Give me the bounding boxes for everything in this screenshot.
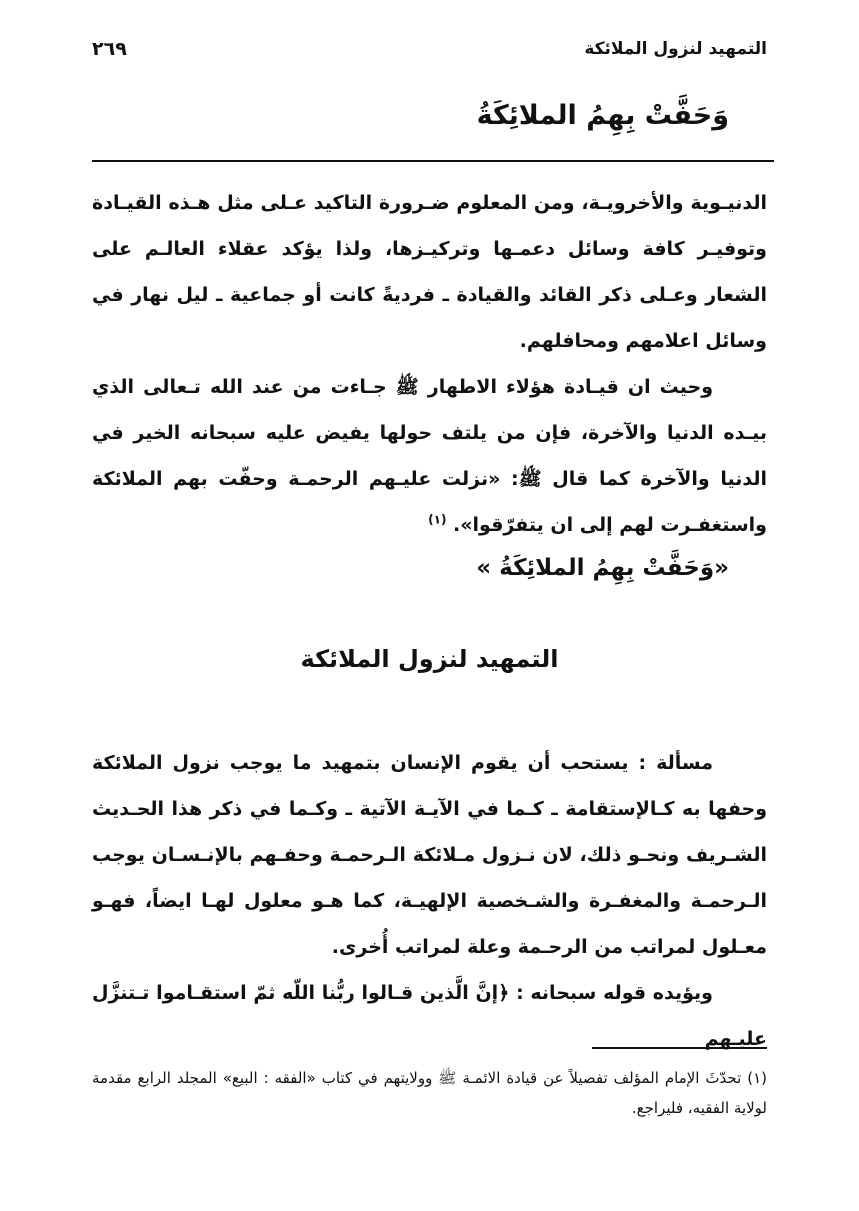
section-title: التمهيد لنزول الملائكة [300, 645, 559, 673]
paragraph: ويؤيده قوله سبحانه : ﴿إنَّ الَّذين قـالوا ربُّنا اللّه ثمّ استقـاموا تـتنزَّل عليـهم [92, 982, 767, 1050]
paragraph: الدنيـوية والأخرويـة، ومن المعلوم ضـرورة التاكيد عـلى مثل هـذه القيـادة وتوفيـر كافة وسائل دعمـها وتركيـزها، ولذا يؤكد عقلاء العالـم على الشعار وعـلى ذكر القائد والقيادة ـ فرديةً كانت أو جماعية ـ ليل نهار في وسائل اعلامهم ومحافلهم. [92, 192, 767, 352]
footnote [92, 1063, 767, 1123]
running-header [92, 34, 767, 64]
paragraph [92, 364, 767, 548]
quoted-heading: «وَحَفَّتْ بِهِمُ الملائِكَةُ » [476, 555, 729, 581]
paragraph: مسألة : يستحب أن يقوم الإنسان بتمهيد ما يوجب نزول الملائكة وحفها به كـالإستقامة ـ كـما في الآيـة الآتية ـ وكـما في ذكر هذا الحـديث الشـريف ونحـو ذلك، لان نـزول مـلائكة الـرحمـة وحفـهم بالإنـسـان يوجب الـرحمـة والمغفـرة والشـخصية الإلهيـة، كما هـو معلول لهـا ايضاً، فهـو معـلول لمراتب من الرحـمة وعلة لمراتب أُخرى. [92, 752, 767, 958]
body-text-block-1 [92, 180, 767, 548]
heading-divider [92, 160, 774, 162]
section-heading-main: وَحَفَّتْ بِهِمُ الملائِكَةُ [476, 100, 729, 131]
page-number: ٢٦٩ [92, 38, 127, 60]
footnote-text: (١) تحدّثَ الإمام المؤلف تفصيلاً عن قيادة الائمـة ﷺ وولايتهم في كتاب «الفقه : البيع» المجلد الرابع مقدمة لولاية الفقيه، فليراجع. [92, 1069, 767, 1117]
running-title: التمهيد لنزول الملائكة [584, 39, 767, 59]
footnote-reference: (١) [428, 512, 447, 527]
body-text-block-2 [92, 740, 767, 1062]
footnote-divider [592, 1047, 767, 1049]
paragraph-text: وحيث ان قيـادة هؤلاء الاطهار ﷺ جـاءت من عند الله تـعالى الذي بيـده الدنيا والآخرة، فإن من يلتف حولها يفيض عليه سبحانه الخير في الدنيا والآخرة كما قال ﷺ: «نزلت عليـهم الرحمـة وحفّت بهم الملائكة واستغفـرت لهم إلى ان يتفرّقوا». [92, 376, 767, 536]
